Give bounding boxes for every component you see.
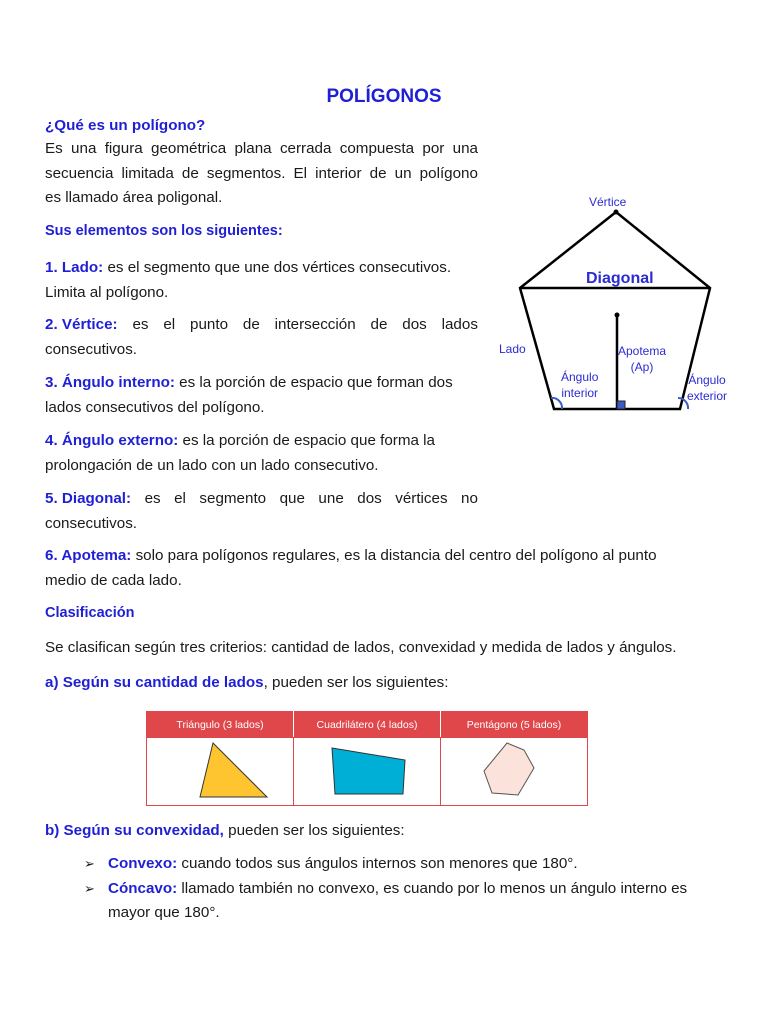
criterion-a-label: a) Según su cantidad de lados — [45, 674, 264, 691]
element-text: consecutivos. — [45, 514, 138, 532]
element-text: solo para polígonos regulares, es la distancia del centro del polígono al punto — [131, 547, 657, 564]
right-angle-marker — [617, 401, 625, 409]
bullet-label: Cóncavo: — [108, 879, 178, 897]
element-vertex — [45, 313, 478, 362]
element-text: es el segmento que une dos vértices consecutivos. — [103, 259, 452, 276]
bullet-label: Convexo: — [108, 855, 178, 872]
element-text: es la porción de espacio que forman dos — [174, 374, 453, 391]
arrow-bullet-icon: ➢ — [84, 856, 95, 871]
apothem-dot — [615, 313, 620, 318]
definition-line-1 — [45, 137, 478, 162]
table-header-row — [147, 712, 588, 738]
element-apothem — [45, 544, 725, 593]
word: segmento — [199, 490, 267, 507]
convexity-list — [84, 852, 734, 926]
element-label: 2. Vértice: — [45, 316, 118, 333]
word: de — [181, 164, 199, 182]
word: secuencia — [45, 164, 114, 182]
word: cerrada — [279, 140, 332, 157]
criterion-b-text: pueden ser los siguientes: — [223, 822, 405, 839]
word: polígono — [419, 164, 478, 182]
word: el — [174, 490, 186, 507]
word: de — [370, 316, 388, 333]
word: de — [369, 164, 387, 182]
element-text: lados consecutivos del polígono. — [45, 398, 265, 416]
exterior-angle-label-line: Ángulo — [688, 373, 726, 387]
criterion-b — [45, 819, 745, 844]
element-exterior-angle — [45, 429, 478, 478]
word: compuesta — [339, 140, 415, 157]
word: no — [461, 490, 478, 507]
definition-paragraph — [45, 137, 478, 211]
element-text: Limita al polígono. — [45, 283, 169, 301]
cell-pentagon — [441, 738, 588, 806]
classification-heading: Clasificación — [45, 605, 135, 621]
word: geométrica — [151, 140, 227, 157]
word: vértices — [395, 490, 448, 507]
word: interior — [315, 164, 362, 182]
element-label: 4. Ángulo externo: — [45, 432, 179, 449]
question-heading: ¿Qué es un polígono? — [45, 117, 206, 134]
bullet-text: llamado también no convexo, es cuando por lo menos un ángulo interno es — [177, 879, 688, 897]
criterion-a-text: , pueden ser los siguientes: — [263, 674, 449, 691]
arrow-bullet-icon: ➢ — [84, 880, 95, 896]
interior-angle-label-line: interior — [561, 386, 599, 400]
classification-intro-text: Se clasifican según tres criterios: cantidad de lados, convexidad y medida de lados y ángulos. — [45, 639, 677, 656]
word: un — [394, 164, 412, 182]
word: Es — [45, 140, 63, 157]
bullet-text: mayor que 180°. — [108, 904, 220, 921]
list-item — [84, 877, 734, 926]
polygon-types-table — [146, 711, 588, 806]
header-triangle: Triángulo (3 lados) — [147, 712, 294, 738]
word: punto — [190, 316, 229, 333]
word: dos — [402, 316, 427, 333]
apothem-label — [618, 343, 666, 375]
triangle-shape — [170, 738, 270, 800]
side-label: Lado — [499, 342, 526, 356]
element-line — [45, 487, 478, 512]
element-text: medio de cada lado. — [45, 571, 182, 589]
elements-heading: Sus elementos son los siguientes: — [45, 223, 283, 239]
exterior-angle-label — [687, 372, 727, 404]
word: plana — [234, 140, 272, 157]
cell-triangle — [147, 738, 294, 806]
quadrilateral-polygon — [332, 748, 405, 794]
bullet-text: cuando todos sus ángulos internos son menores que 180°. — [177, 855, 578, 872]
word: una — [452, 140, 478, 157]
header-pentagon: Pentágono (5 lados) — [441, 712, 588, 738]
criterion-b-label: b) Según su convexidad, — [45, 822, 224, 839]
element-text: prolongación de un lado con un lado consecutivo. — [45, 456, 379, 474]
classification-intro — [45, 636, 745, 661]
word: intersección — [274, 316, 356, 333]
element-text: es la porción de espacio que forma la — [178, 432, 435, 449]
vertex-label: Vértice — [589, 195, 627, 209]
word: que — [279, 490, 305, 507]
word: dos — [357, 490, 382, 507]
triangle-polygon — [200, 743, 267, 797]
word: figura — [104, 140, 143, 157]
element-diagonal — [45, 487, 478, 536]
quadrilateral-shape — [317, 738, 417, 800]
table-row — [147, 738, 588, 806]
interior-angle-label-line: Ángulo — [561, 370, 599, 384]
pentagon-diagram — [494, 190, 744, 420]
pentagon-polygon — [484, 743, 534, 795]
cell-quadrilateral — [294, 738, 441, 806]
element-label: 3. Ángulo interno: — [45, 374, 175, 391]
exterior-angle-label-line: exterior — [687, 389, 728, 403]
word: segmentos. — [206, 164, 286, 182]
apothem-label-line: (Ap) — [630, 360, 654, 374]
word: por — [422, 140, 445, 157]
vertex-dot — [614, 210, 619, 215]
element-line — [45, 313, 478, 338]
header-quadrilateral: Cuadrilátero (4 lados) — [294, 712, 441, 738]
element-side — [45, 256, 478, 305]
word: una — [71, 140, 97, 157]
word: limitada — [121, 164, 174, 182]
list-item — [84, 852, 734, 877]
word: el — [163, 316, 176, 333]
word: El — [293, 164, 308, 182]
word: lados — [441, 316, 478, 333]
interior-angle-label — [561, 369, 598, 401]
diagonal-label: Diagonal — [586, 270, 654, 287]
word: es — [144, 490, 161, 507]
word: es — [132, 316, 149, 333]
element-label: 6. Apotema: — [45, 547, 132, 564]
definition-line-2 — [45, 162, 478, 187]
element-interior-angle — [45, 371, 478, 420]
page-title: POLÍGONOS — [326, 86, 442, 107]
apothem-label-line: Apotema — [618, 344, 667, 358]
pentagon-outline — [520, 212, 710, 409]
element-label: 5. Diagonal: — [45, 490, 132, 507]
word: de — [242, 316, 260, 333]
criterion-a — [45, 671, 745, 696]
pentagon-shape — [464, 738, 564, 800]
word: une — [318, 490, 344, 507]
definition-line-3: es llamado área poligonal. — [45, 189, 223, 206]
element-label: 1. Lado: — [45, 259, 104, 276]
element-text: consecutivos. — [45, 340, 138, 358]
